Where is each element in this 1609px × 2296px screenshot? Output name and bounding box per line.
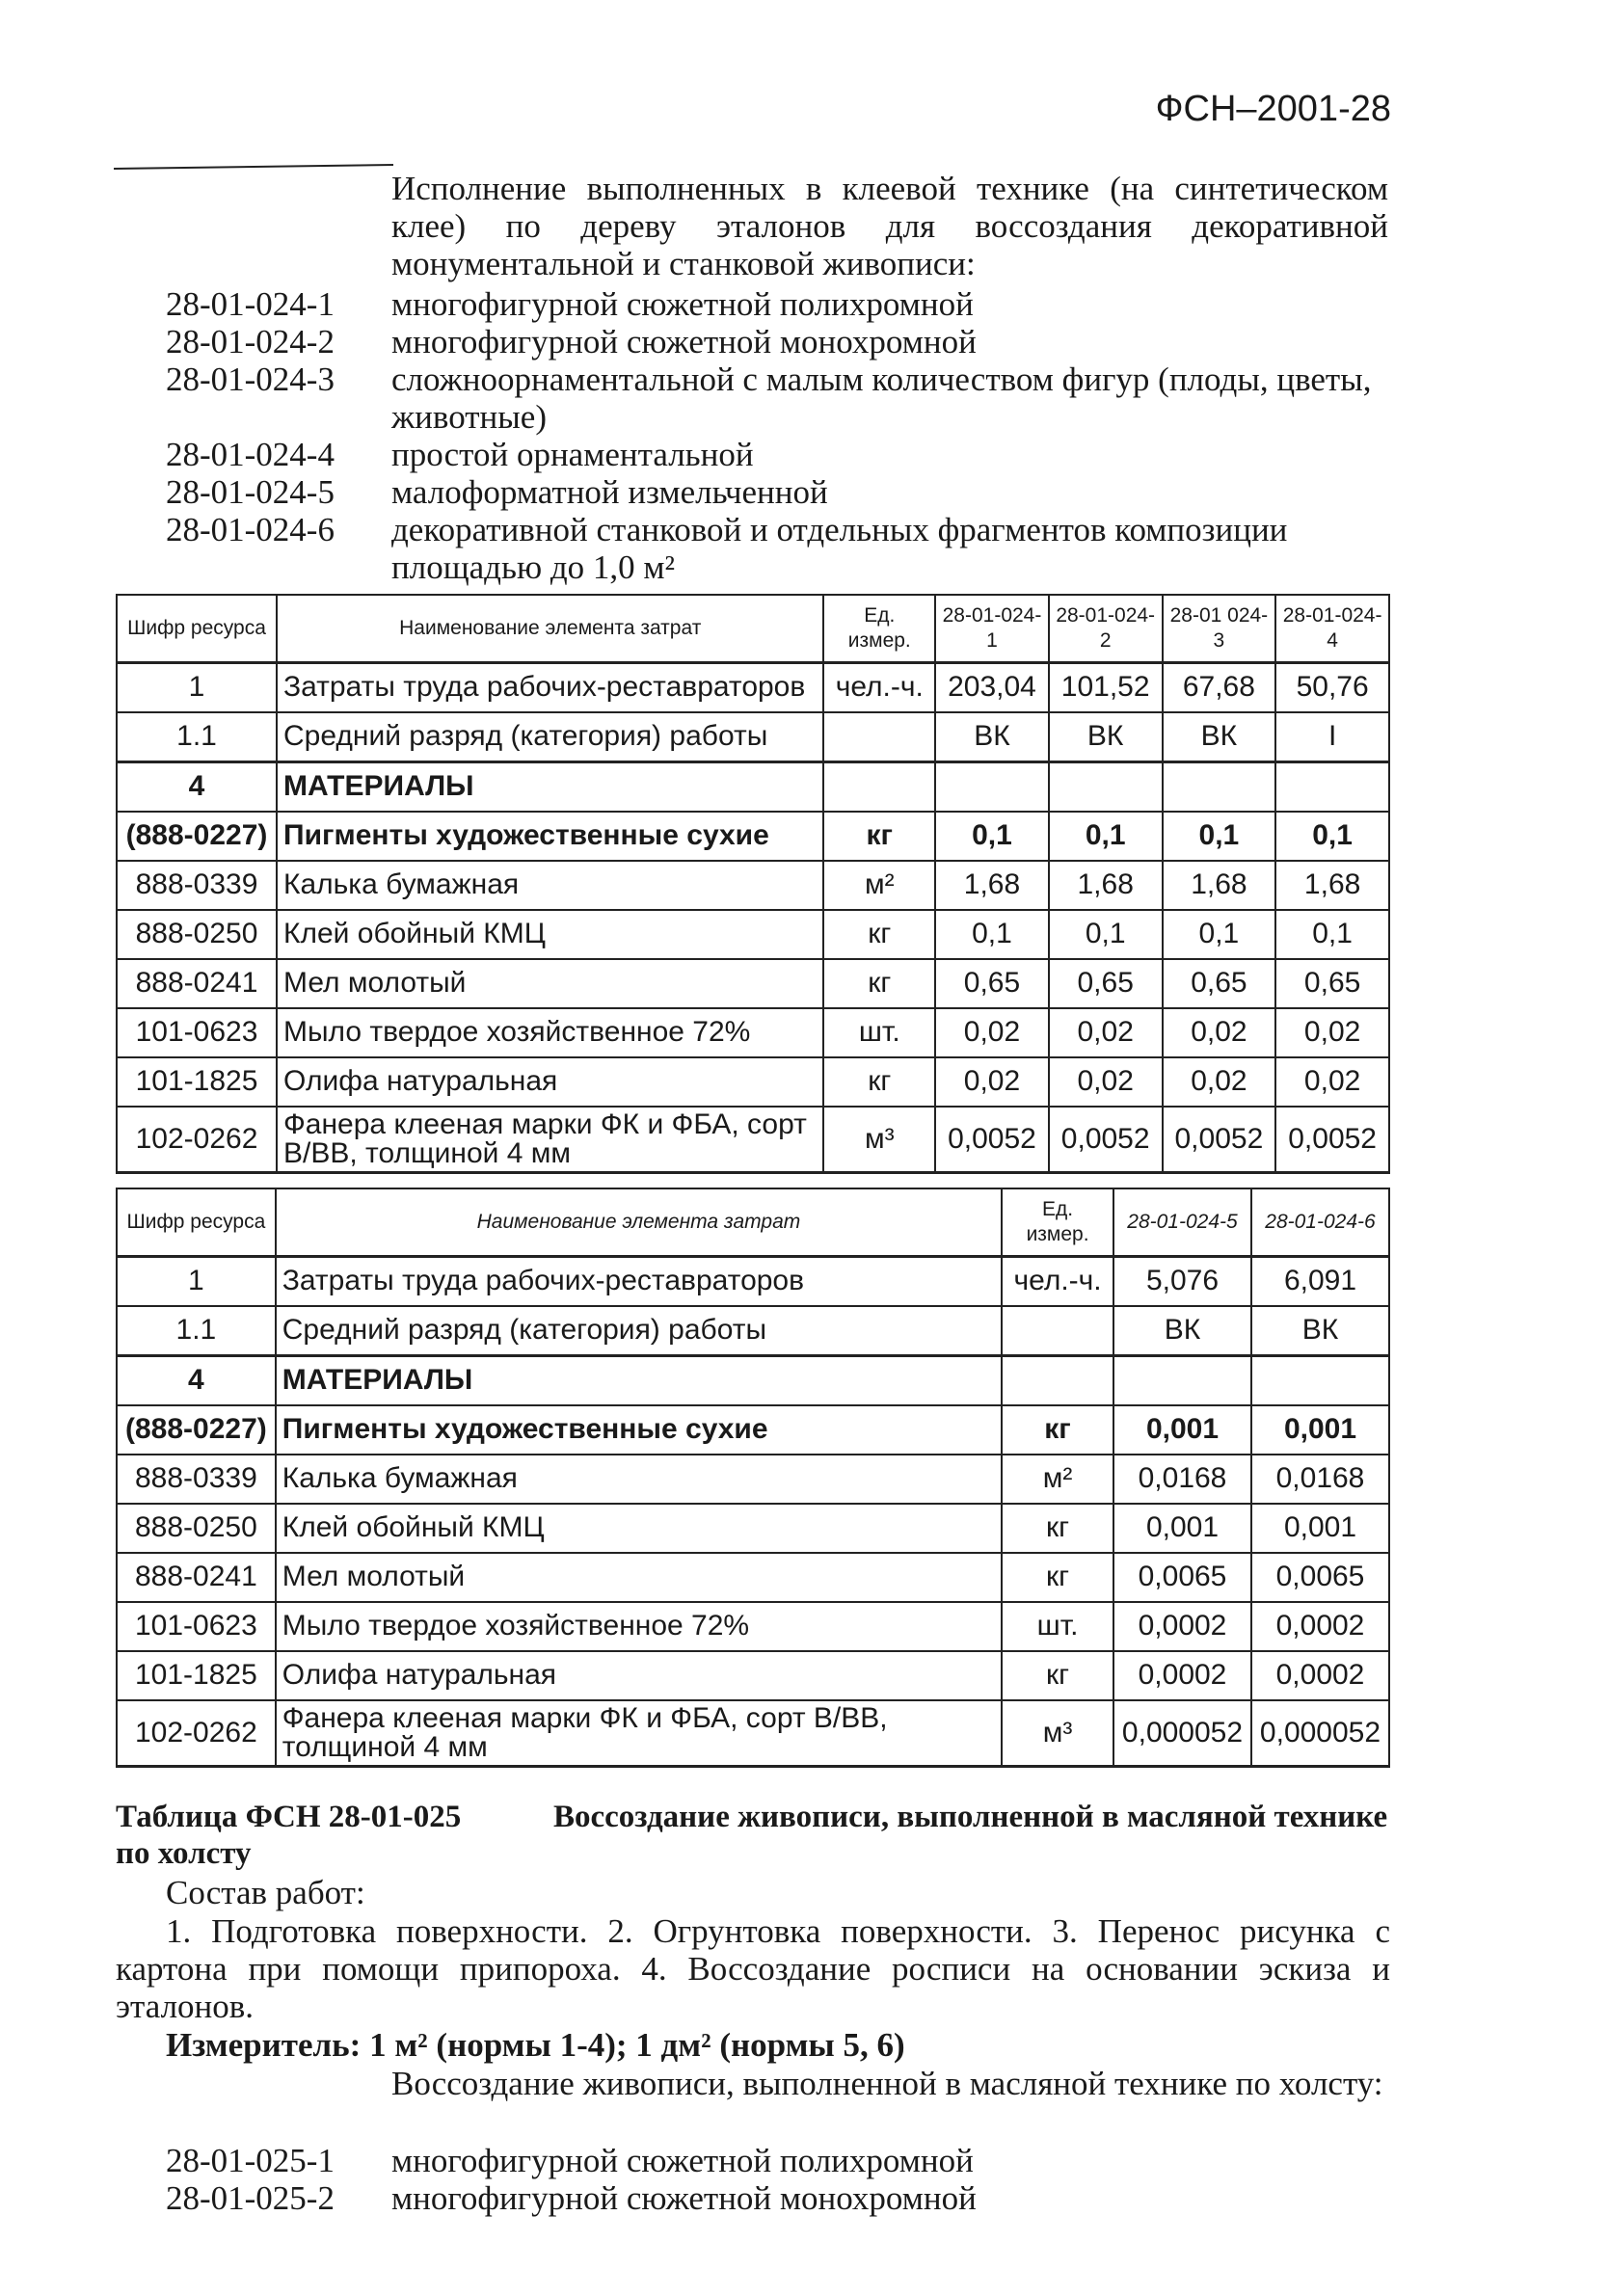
- table-row: [117, 1107, 1389, 1173]
- cell-value: 0,1: [1163, 910, 1276, 959]
- cell-code: 1: [117, 662, 277, 712]
- cell-unit: м³: [1002, 1700, 1113, 1767]
- col-header-code: Шифр ресурса: [117, 1188, 276, 1256]
- cell-code: (888-0227): [117, 1405, 276, 1455]
- cell-value: 0,1: [1275, 910, 1389, 959]
- cell-unit: [823, 761, 935, 812]
- cell-code: 101-1825: [117, 1651, 276, 1700]
- cell-unit: кг: [1002, 1651, 1113, 1700]
- cell-code: 1: [117, 1256, 276, 1306]
- cell-value: [1275, 761, 1389, 812]
- cell-value: I: [1275, 712, 1389, 762]
- table-row: [117, 1553, 1389, 1602]
- cell-code: 101-0623: [117, 1008, 277, 1057]
- table-row: [117, 1455, 1389, 1504]
- header-rule: [114, 164, 393, 170]
- cell-value: 101,52: [1049, 662, 1163, 712]
- cell-code: 102-0262: [117, 1107, 277, 1173]
- cell-value: 0,0052: [935, 1107, 1049, 1173]
- cell-value: 0,001: [1113, 1405, 1251, 1455]
- cell-code: 101-1825: [117, 1057, 277, 1107]
- norms-table-024-5-6: [116, 1188, 1390, 1768]
- intro-025-list: [166, 2142, 1390, 2217]
- cell-unit: кг: [823, 959, 935, 1008]
- table-row: [117, 959, 1389, 1008]
- col-header-norm: 28-01-024-5: [1113, 1188, 1251, 1256]
- col-header-norm: 28-01 024-3: [1163, 595, 1276, 662]
- intro-024-list: [166, 285, 1390, 586]
- cell-name: Затраты труда рабочих-реставраторов: [276, 1256, 1002, 1306]
- table-row: [117, 1057, 1389, 1107]
- cell-value: 0,1: [935, 812, 1049, 861]
- norm-code: 28-01-024-5: [166, 473, 335, 511]
- col-header-norm: 28-01-024-1: [935, 595, 1049, 662]
- cell-value: 0,0168: [1113, 1455, 1251, 1504]
- intro-025-text: Воссоздание живописи, выполненной в масляной технике по холсту:: [391, 2065, 1383, 2102]
- norm-code: 28-01-025-1: [166, 2142, 335, 2179]
- cell-code: 888-0241: [117, 1553, 276, 1602]
- cell-value: 0,02: [1163, 1057, 1276, 1107]
- table-row: [117, 1700, 1389, 1767]
- cell-value: 0,1: [1049, 910, 1163, 959]
- cell-value: [1113, 1355, 1251, 1405]
- cell-name: Олифа натуральная: [277, 1057, 823, 1107]
- norm-code: 28-01-024-4: [166, 436, 335, 473]
- cell-unit: шт.: [1002, 1602, 1113, 1651]
- cell-value: 1,68: [1049, 861, 1163, 910]
- cell-unit: м³: [823, 1107, 935, 1173]
- cell-value: 0,001: [1251, 1504, 1389, 1553]
- measure-text: Измеритель: 1 м² (нормы 1-4); 1 дм² (нормы 5, 6): [166, 2026, 905, 2064]
- table-row: [117, 1256, 1389, 1306]
- norm-desc: многофигурной сюжетной монохромной: [391, 323, 977, 360]
- works-label: Состав работ:: [166, 1874, 365, 1911]
- cell-value: 0,0168: [1251, 1455, 1389, 1504]
- cell-code: 888-0250: [117, 1504, 276, 1553]
- cell-value: 0,0002: [1113, 1602, 1251, 1651]
- cell-name: Средний разряд (категория) работы: [276, 1306, 1002, 1356]
- cell-name: МАТЕРИАЛЫ: [276, 1355, 1002, 1405]
- page-header-code: ФСН–2001-28: [1155, 89, 1391, 129]
- table-title-text: Воссоздание живописи, выполненной в масляной технике по холсту: [116, 1800, 1388, 1871]
- cell-value: [1049, 761, 1163, 812]
- cell-value: 0,65: [1049, 959, 1163, 1008]
- cell-value: [1163, 761, 1276, 812]
- cell-unit: кг: [823, 1057, 935, 1107]
- norm-desc: многофигурной сюжетной монохромной: [391, 2179, 977, 2217]
- list-item: [166, 511, 1390, 586]
- cell-name: Фанера клееная марки ФК и ФБА, сорт В/ВВ, толщиной 4 мм: [277, 1107, 823, 1173]
- cell-value: 0,0065: [1251, 1553, 1389, 1602]
- norm-code: 28-01-024-1: [166, 285, 335, 323]
- cell-value: 0,02: [1275, 1008, 1389, 1057]
- norm-code: 28-01-024-3: [166, 360, 335, 398]
- list-item: [166, 473, 1390, 511]
- cell-value: 0,0052: [1275, 1107, 1389, 1173]
- col-header-unit: Ед. измер.: [823, 595, 935, 662]
- table-row: [117, 910, 1389, 959]
- cell-name: МАТЕРИАЛЫ: [277, 761, 823, 812]
- table-row: [117, 1602, 1389, 1651]
- cell-value: 0,001: [1113, 1504, 1251, 1553]
- cell-code: 4: [117, 761, 277, 812]
- cell-name: Калька бумажная: [277, 861, 823, 910]
- list-item: [166, 360, 1390, 436]
- cell-unit: м²: [1002, 1455, 1113, 1504]
- cell-value: 203,04: [935, 662, 1049, 712]
- norm-code: 28-01-024-2: [166, 323, 335, 360]
- cell-value: 0,02: [1049, 1008, 1163, 1057]
- cell-value: ВК: [935, 712, 1049, 762]
- table-row: [117, 712, 1389, 762]
- intro-024-text: Исполнение выполненных в клеевой технике (на синтетическом клее) по дереву эталонов для воссоздания декоративной монументальной и станковой живописи:: [391, 170, 1388, 282]
- cell-value: 6,091: [1251, 1256, 1389, 1306]
- norm-desc: декоративной станковой и отдельных фрагментов композиции площадью до 1,0 м²: [391, 511, 1288, 586]
- cell-value: 0,0052: [1049, 1107, 1163, 1173]
- cell-value: 1,68: [935, 861, 1049, 910]
- cell-value: 0,02: [935, 1057, 1049, 1107]
- list-item: [166, 436, 1390, 473]
- cell-code: 101-0623: [117, 1602, 276, 1651]
- norm-desc: многофигурной сюжетной полихромной: [391, 285, 974, 323]
- cell-value: 0,0002: [1251, 1602, 1389, 1651]
- cell-unit: [1002, 1355, 1113, 1405]
- cell-name: Мыло твердое хозяйственное 72%: [276, 1602, 1002, 1651]
- cell-value: 5,076: [1113, 1256, 1251, 1306]
- cell-value: 0,02: [1163, 1008, 1276, 1057]
- cell-unit: кг: [1002, 1553, 1113, 1602]
- cell-code: 102-0262: [117, 1700, 276, 1767]
- cell-value: 0,1: [1275, 812, 1389, 861]
- cell-value: 0,0052: [1163, 1107, 1276, 1173]
- table-row: [117, 861, 1389, 910]
- cell-name: Средний разряд (категория) работы: [277, 712, 823, 762]
- col-header-code: Шифр ресурса: [117, 595, 277, 662]
- cell-code: 1.1: [117, 1306, 276, 1356]
- cell-value: 67,68: [1163, 662, 1276, 712]
- table-row: [117, 812, 1389, 861]
- cell-value: [935, 761, 1049, 812]
- cell-value: 0,0065: [1113, 1553, 1251, 1602]
- cell-value: 0,000052: [1251, 1700, 1389, 1767]
- cell-value: 0,65: [1163, 959, 1276, 1008]
- cell-value: ВК: [1113, 1306, 1251, 1356]
- col-header-norm: 28-01-024-2: [1049, 595, 1163, 662]
- table-row: [117, 1355, 1389, 1405]
- works-text: 1. Подготовка поверхности. 2. Огрунтовка поверхности. 3. Перенос рисунка с картона при помощи припороха. 4. Воссоздание росписи на основании эскиза и эталонов.: [116, 1912, 1390, 2025]
- cell-name: Олифа натуральная: [276, 1651, 1002, 1700]
- table-row: [117, 1504, 1389, 1553]
- cell-name: Клей обойный КМЦ: [277, 910, 823, 959]
- cell-value: 50,76: [1275, 662, 1389, 712]
- list-item: [166, 323, 1390, 360]
- cell-value: 0,65: [1275, 959, 1389, 1008]
- cell-code: (888-0227): [117, 812, 277, 861]
- cell-name: Клей обойный КМЦ: [276, 1504, 1002, 1553]
- cell-unit: кг: [1002, 1405, 1113, 1455]
- col-header-norm: 28-01-024-4: [1275, 595, 1389, 662]
- list-item: [166, 2179, 1390, 2217]
- cell-value: 0,02: [935, 1008, 1049, 1057]
- cell-name: Затраты труда рабочих-реставраторов: [277, 662, 823, 712]
- table-title-code: Таблица ФСН 28-01-025: [116, 1800, 462, 1834]
- table-row: [117, 662, 1389, 712]
- cell-unit: кг: [823, 812, 935, 861]
- cell-unit: кг: [823, 910, 935, 959]
- cell-value: ВК: [1163, 712, 1276, 762]
- cell-name: Пигменты художественные сухие: [276, 1405, 1002, 1455]
- norm-desc: простой орнаментальной: [391, 436, 754, 473]
- list-item: [166, 285, 1390, 323]
- cell-value: ВК: [1049, 712, 1163, 762]
- table-row: [117, 1008, 1389, 1057]
- cell-value: 0,0002: [1113, 1651, 1251, 1700]
- table-title: [116, 1799, 1390, 1872]
- cell-value: 0,001: [1251, 1405, 1389, 1455]
- cell-name: Мел молотый: [277, 959, 823, 1008]
- cell-value: 0,1: [1163, 812, 1276, 861]
- cell-value: 1,68: [1275, 861, 1389, 910]
- col-header-norm: 28-01-024-6: [1251, 1188, 1389, 1256]
- cell-code: 888-0250: [117, 910, 277, 959]
- cell-unit: кг: [1002, 1504, 1113, 1553]
- cell-name: Мыло твердое хозяйственное 72%: [277, 1008, 823, 1057]
- norm-desc: многофигурной сюжетной полихромной: [391, 2142, 974, 2179]
- cell-name: Фанера клееная марки ФК и ФБА, сорт В/ВВ, толщиной 4 мм: [276, 1700, 1002, 1767]
- table-row: [117, 761, 1389, 812]
- cell-value: 0,1: [1049, 812, 1163, 861]
- table-row: [117, 1405, 1389, 1455]
- cell-value: 0,02: [1275, 1057, 1389, 1107]
- list-item: [166, 2142, 1390, 2179]
- cell-unit: [823, 712, 935, 762]
- table-row: [117, 1651, 1389, 1700]
- cell-value: ВК: [1251, 1306, 1389, 1356]
- col-header-unit: Ед. измер.: [1002, 1188, 1113, 1256]
- col-header-name: Наименование элемента затрат: [277, 595, 823, 662]
- norm-desc: сложноорнаментальной с малым количеством фигур (плоды, цветы, животные): [391, 360, 1372, 436]
- cell-value: 0,0002: [1251, 1651, 1389, 1700]
- norm-code: 28-01-024-6: [166, 511, 335, 548]
- norm-code: 28-01-025-2: [166, 2179, 335, 2217]
- cell-code: 888-0339: [117, 861, 277, 910]
- cell-name: Калька бумажная: [276, 1455, 1002, 1504]
- table-row: [117, 1306, 1389, 1356]
- cell-code: 888-0339: [117, 1455, 276, 1504]
- cell-code: 888-0241: [117, 959, 277, 1008]
- cell-name: Пигменты художественные сухие: [277, 812, 823, 861]
- cell-value: [1251, 1355, 1389, 1405]
- cell-value: 0,02: [1049, 1057, 1163, 1107]
- norm-desc: малоформатной измельченной: [391, 473, 828, 511]
- cell-unit: чел.-ч.: [823, 662, 935, 712]
- col-header-name: Наименование элемента затрат: [276, 1188, 1002, 1256]
- cell-unit: [1002, 1306, 1113, 1356]
- cell-code: 4: [117, 1355, 276, 1405]
- cell-value: 0,65: [935, 959, 1049, 1008]
- cell-unit: шт.: [823, 1008, 935, 1057]
- cell-value: 1,68: [1163, 861, 1276, 910]
- cell-value: 0,000052: [1113, 1700, 1251, 1767]
- norms-table-024-1-4: [116, 594, 1390, 1174]
- cell-unit: м²: [823, 861, 935, 910]
- cell-code: 1.1: [117, 712, 277, 762]
- cell-name: Мел молотый: [276, 1553, 1002, 1602]
- cell-unit: чел.-ч.: [1002, 1256, 1113, 1306]
- cell-value: 0,1: [935, 910, 1049, 959]
